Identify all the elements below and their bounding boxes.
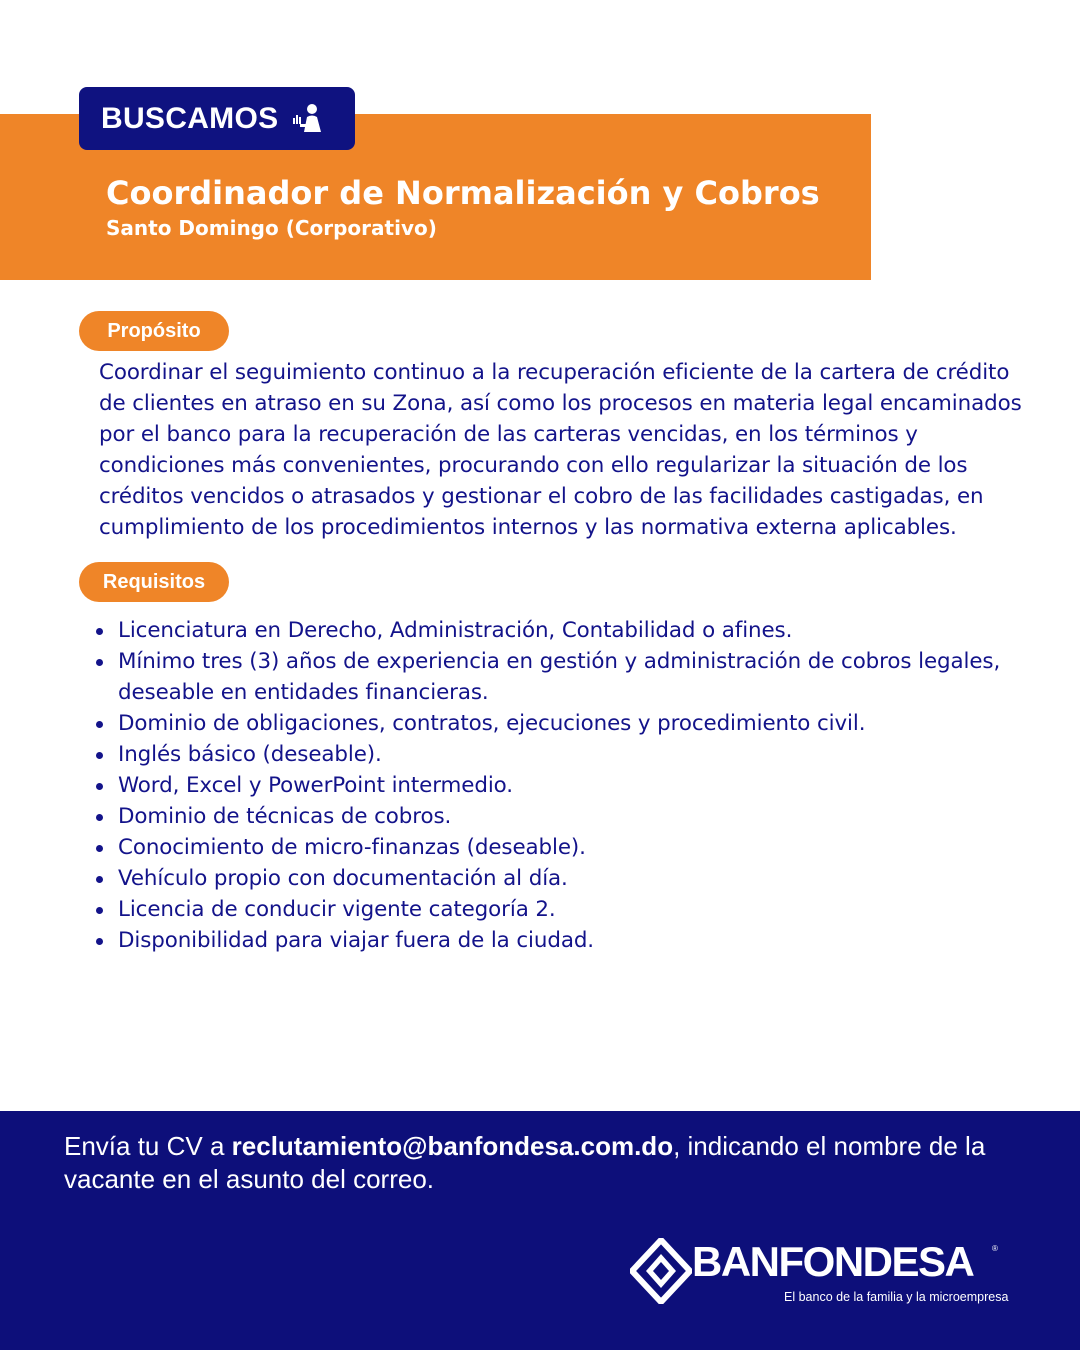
footer-text-after: , indicando el nombre de la vacante en el asunto del correo. — [64, 1131, 986, 1194]
footer-instructions — [64, 1130, 1024, 1196]
logo-tagline: El banco de la familia y la microempresa — [784, 1290, 1009, 1304]
purpose-text: Coordinar el seguimiento continuo a la recuperación eficiente de la cartera de crédito de clientes en atraso en su Zona, así como los procesos en materia legal encaminados por el banco para la recuperación de las carteras vencidas, en los términos y condiciones más convenientes, procurando con ello regularizar la situación de los créditos vencidos o atrasados y gestionar el cobro de las facilidades castigadas, en cumplimiento de los procedimientos internos y las normativa externa aplicables. — [99, 360, 1022, 540]
job-location: Santo Domingo (Corporativo) — [106, 216, 437, 240]
buscamos-badge — [79, 87, 355, 150]
list-item: Conocimiento de micro-finanzas (deseable). — [118, 832, 1018, 863]
list-item: Inglés básico (deseable). — [118, 739, 1018, 770]
list-item: Vehículo propio con documentación al día. — [118, 863, 1018, 894]
list-item: Dominio de obligaciones, contratos, ejecuciones y procedimiento civil. — [118, 708, 1018, 739]
list-item: Word, Excel y PowerPoint intermedio. — [118, 770, 1018, 801]
list-item: Licencia de conducir vigente categoría 2. — [118, 894, 1018, 925]
logo-name: BANFONDESA — [692, 1238, 974, 1285]
requirements-list — [118, 615, 1018, 956]
footer-text-before: Envía tu CV a — [64, 1131, 232, 1161]
list-item: Licenciatura en Derecho, Administración, Contabilidad o afines. — [118, 615, 1018, 646]
list-item: Disponibilidad para viajar fuera de la ciudad. — [118, 925, 1018, 956]
purpose-heading: Propósito — [79, 311, 229, 351]
requirements-heading: Requisitos — [79, 562, 229, 602]
banfondesa-diamond-logo-icon — [630, 1238, 692, 1304]
banfondesa-logo — [630, 1238, 1010, 1308]
buscamos-label: BUSCAMOS — [101, 101, 279, 135]
list-item: Mínimo tres (3) años de experiencia en gestión y administración de cobros legales, deseable en entidades financieras. — [118, 646, 1018, 708]
person-at-laptop-icon — [290, 102, 324, 136]
list-item: Dominio de técnicas de cobros. — [118, 801, 1018, 832]
contact-email[interactable]: reclutamiento@banfondesa.com.do — [231, 1131, 674, 1161]
job-title: Coordinador de Normalización y Cobros — [106, 174, 820, 212]
logo-registered-mark: ® — [992, 1244, 998, 1253]
